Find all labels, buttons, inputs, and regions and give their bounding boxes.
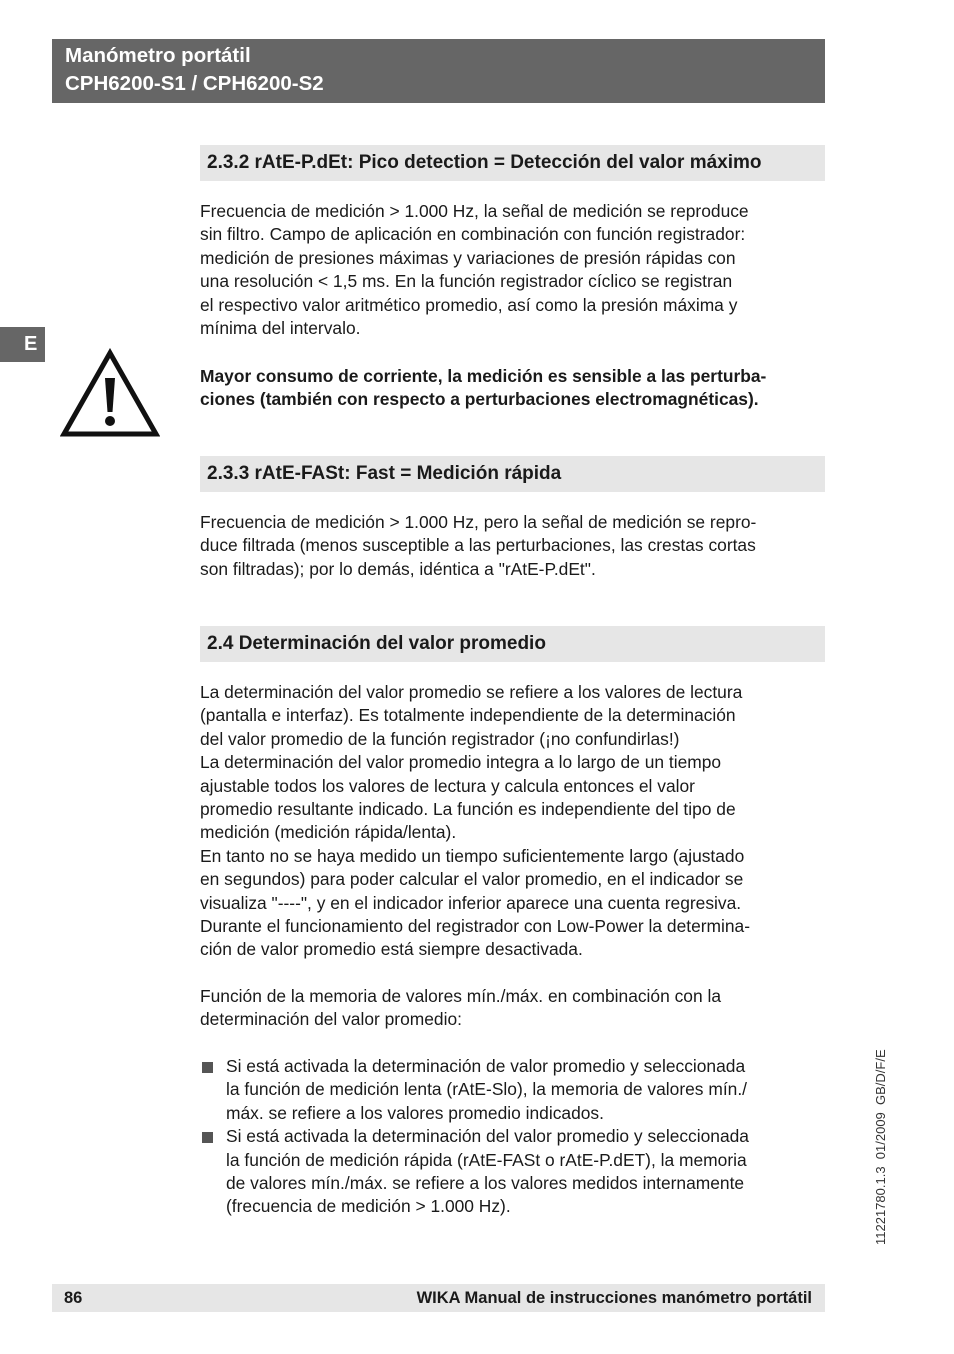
header-title: Manómetro portátil [65, 44, 251, 67]
text-line: Mayor consumo de corriente, la medición es sensible a las perturba- [200, 366, 767, 386]
list-item [200, 1125, 830, 1219]
text-line: del valor promedio de la función registrador (¡no confundirlas!) [200, 728, 680, 749]
text-line: sin filtro. Campo de aplicación en combinación con función registrador: [200, 224, 746, 245]
text-line: La determinación del valor promedio integra a lo largo de un tiempo [200, 752, 722, 773]
text-line: Si está activada la determinación de valor promedio y seleccionada [226, 1056, 746, 1076]
section-2-3-2-body [200, 200, 830, 340]
section-2-4-body [200, 681, 830, 962]
language-tab: E [0, 327, 45, 362]
section-heading-2-3-2: 2.3.2 rAtE-P.dEt: Pico detection = Detección del valor máximo [200, 145, 825, 181]
header-model: CPH6200-S1 / CPH6200-S2 [65, 72, 324, 95]
text-line: la función de medición lenta (rAtE-Slo), la memoria de valores mín./ [226, 1079, 747, 1100]
warning-text [200, 365, 830, 412]
text-line: determinación del valor promedio: [200, 1009, 462, 1030]
document-header [52, 39, 825, 103]
text-line: en segundos) para poder calcular el valor promedio, en el indicador se [200, 869, 744, 890]
text-line: (pantalla e interfaz). Es totalmente independiente de la determinación [200, 705, 736, 726]
square-bullet-icon [202, 1062, 213, 1073]
text-line: Si está activada la determinación del valor promedio y seleccionada [226, 1126, 749, 1147]
section-heading-2-4: 2.4 Determinación del valor promedio [200, 626, 825, 662]
min-max-intro [200, 985, 830, 1032]
text-line: duce filtrada (menos susceptible a las perturbaciones, las crestas cortas [200, 535, 756, 556]
text-line: medición (medición rápida/lenta). [200, 822, 457, 843]
text-line: máx. se refiere a los valores promedio indicados. [226, 1102, 604, 1123]
text-line: son filtradas); por lo demás, idéntica a "rAtE-P.dEt". [200, 558, 596, 579]
text-line: promedio resultante indicado. La función es independiente del tipo de [200, 799, 736, 820]
text-line: En tanto no se haya medido un tiempo suficientemente largo (ajustado [200, 845, 745, 866]
footer-title: WIKA Manual de instrucciones manómetro portátil [416, 1289, 812, 1307]
text-line: ción de valor promedio está siempre desactivada. [200, 939, 583, 960]
text-line: ciones (también con respecto a perturbaciones electromagnéticas). [200, 389, 759, 410]
square-bullet-icon [202, 1132, 213, 1143]
section-2-3-3-body [200, 511, 830, 581]
page-number: 86 [64, 1289, 83, 1307]
text-line: La determinación del valor promedio se refiere a los valores de lectura [200, 682, 743, 702]
list-item [200, 1055, 830, 1125]
text-line: Función de la memoria de valores mín./máx. en combinación con la [200, 986, 722, 1006]
text-line: medición de presiones máximas y variaciones de presión rápidas con [200, 247, 736, 268]
page-footer [52, 1284, 825, 1312]
text-line: Frecuencia de medición > 1.000 Hz, pero la señal de medición se repro- [200, 512, 757, 532]
text-line: (frecuencia de medición > 1.000 Hz). [226, 1196, 511, 1217]
text-line: Durante el funcionamiento del registrador con Low-Power la determina- [200, 916, 751, 937]
text-line: visualiza "----", y en el indicador inferior aparece una cuenta regresiva. [200, 892, 742, 913]
text-line: la función de medición rápida (rAtE-FASt o rAtE-P.dET), la memoria [226, 1149, 747, 1170]
warning-triangle-icon [60, 348, 160, 438]
section-heading-2-3-3: 2.3.3 rAtE-FASt: Fast = Medición rápida [200, 456, 825, 492]
text-line: el respectivo valor aritmético promedio, así como la presión máxima y [200, 294, 738, 315]
document-code: 11221780.1.3 01/2009 GB/D/F/E [873, 1049, 888, 1245]
text-line: una resolución < 1,5 ms. En la función registrador cíclico se registran [200, 271, 733, 292]
text-line: Frecuencia de medición > 1.000 Hz, la señal de medición se reproduce [200, 201, 749, 221]
text-line: de valores mín./máx. se refiere a los valores medidos internamente [226, 1173, 745, 1194]
text-line: ajustable todos los valores de lectura y calcula entonces el valor [200, 775, 695, 796]
text-line: mínima del intervalo. [200, 318, 361, 339]
bullet-list [200, 1055, 830, 1219]
